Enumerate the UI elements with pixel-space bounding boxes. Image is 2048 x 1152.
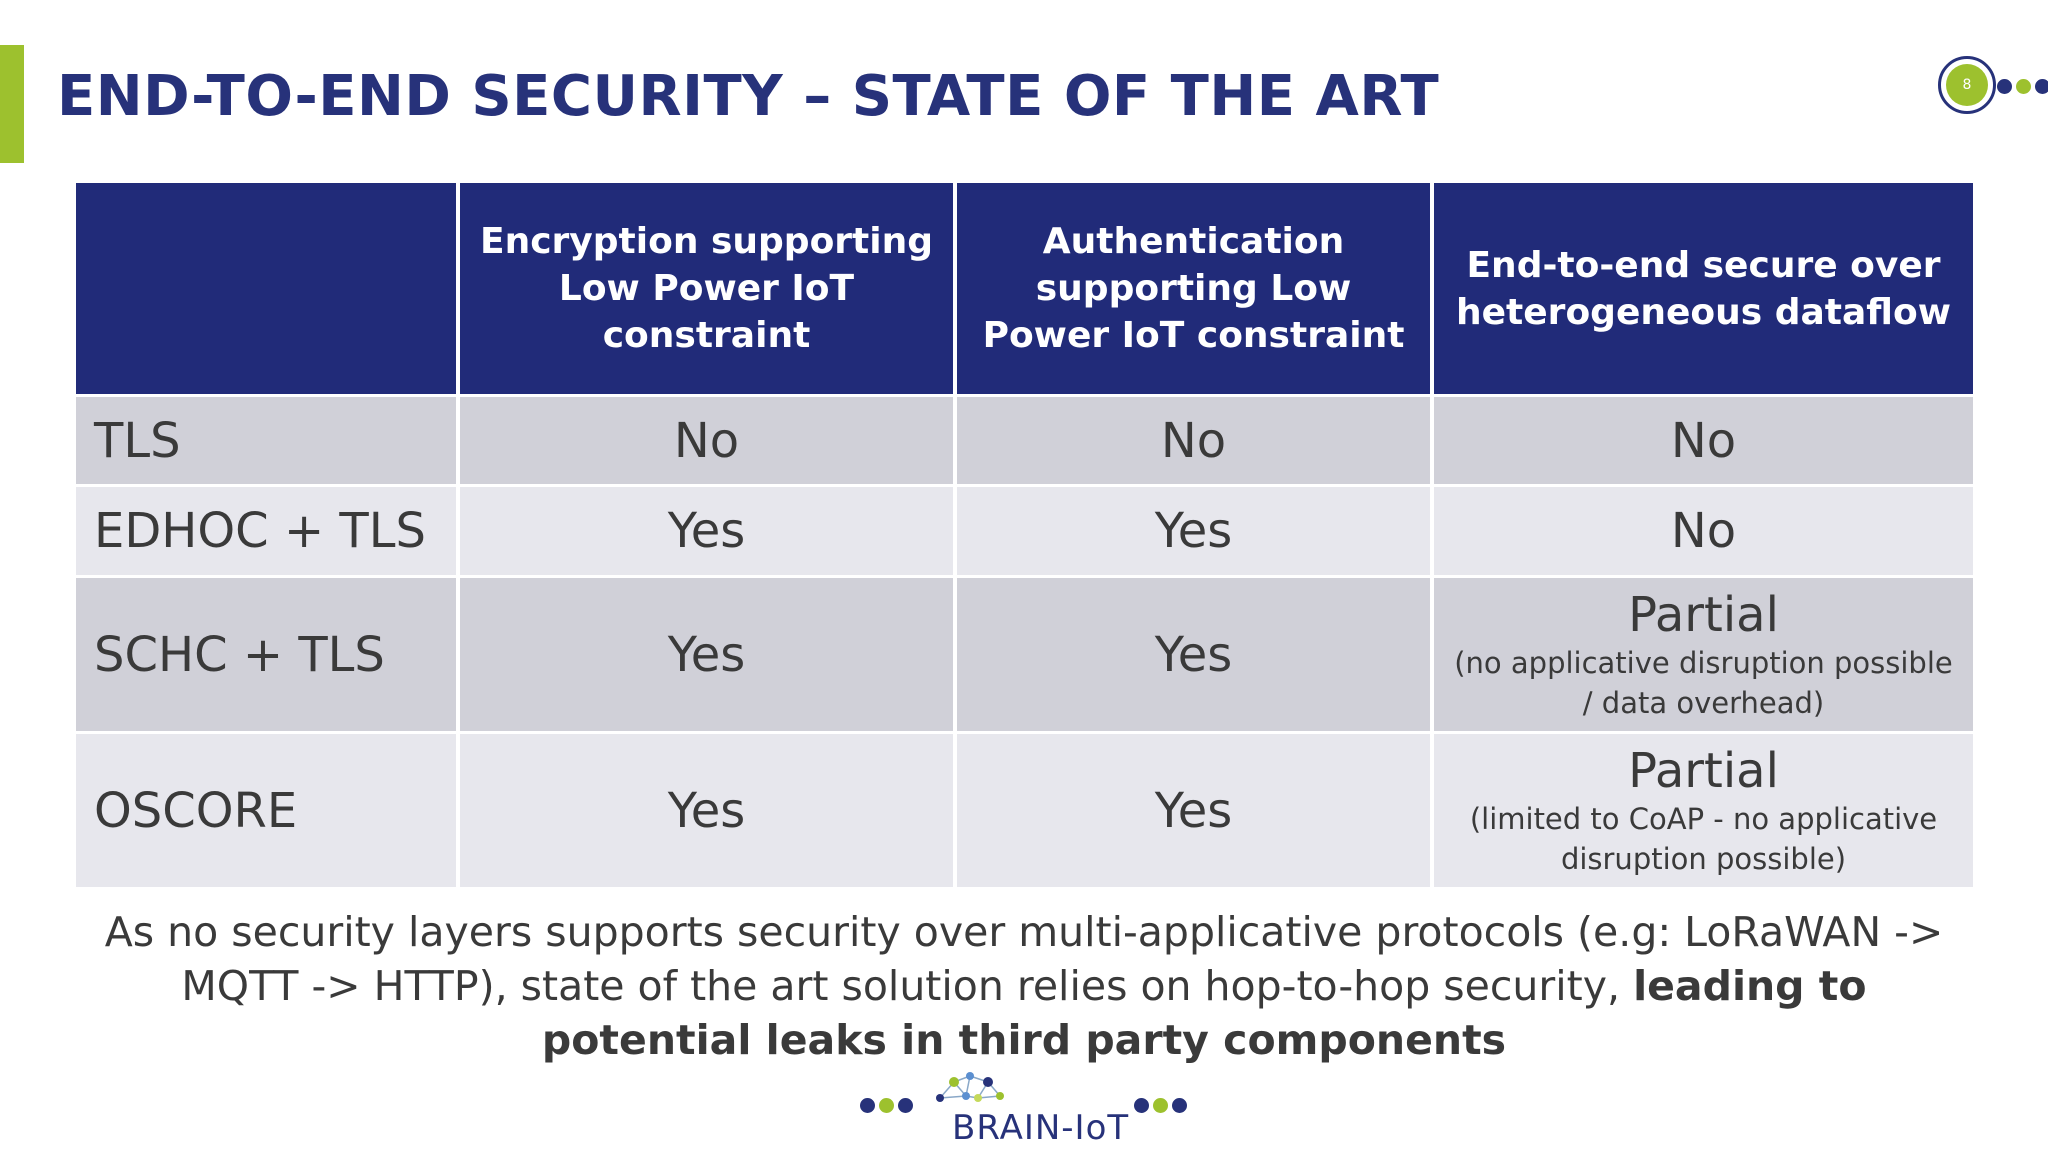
cell-e2e-note: (limited to CoAP - no applicative disruption possible) (1469, 801, 1938, 876)
table-row (76, 487, 1973, 575)
brand-footer (860, 1068, 1190, 1152)
brand-dot (860, 1098, 875, 1113)
table-row (76, 578, 1973, 731)
table-row (76, 397, 1973, 484)
brand-dot (1134, 1098, 1149, 1113)
cell-e2e (1434, 734, 1973, 887)
cell-encryption: Yes (460, 487, 953, 575)
cell-e2e: No (1434, 487, 1973, 575)
conclusion-plain: As no security layers supports security over multi-applicative protocols (e.g: LoRaWAN -> MQTT -> HTTP), state of the art solution relies on hop-to-hop security, (104, 908, 1944, 1010)
title-accent-bar (0, 45, 24, 163)
cell-authentication: Yes (957, 487, 1430, 575)
brand-dot (1153, 1098, 1168, 1113)
brand-name: BRAIN-IoT (952, 1108, 1130, 1148)
badge-dot-lime (2016, 79, 2031, 94)
cell-encryption: Yes (460, 578, 953, 731)
cell-e2e: No (1434, 397, 1973, 484)
cell-e2e-value: Partial (1628, 586, 1779, 643)
brand-dot (1172, 1098, 1187, 1113)
cell-authentication: Yes (957, 578, 1430, 731)
cell-encryption: Yes (460, 734, 953, 887)
conclusion-bold: leading to potential leaks in third party components (541, 962, 1867, 1064)
brand-dot (898, 1098, 913, 1113)
header-e2e: End-to-end secure over heterogeneous dataflow (1434, 183, 1973, 394)
cell-e2e-note: (no applicative disruption possible / data overhead) (1454, 645, 1953, 720)
network-brain-icon (930, 1068, 1008, 1112)
row-label: TLS (76, 397, 456, 484)
brand-dot (879, 1098, 894, 1113)
row-label: SCHC + TLS (76, 578, 456, 731)
cell-e2e-value: Partial (1628, 742, 1779, 799)
header-encryption: Encryption supporting Low Power IoT constraint (460, 183, 953, 394)
header-empty (76, 183, 456, 394)
cell-authentication: No (957, 397, 1430, 484)
page-number-badge (1938, 56, 2048, 120)
badge-dot-navy-2 (2035, 79, 2048, 94)
cell-encryption: No (460, 397, 953, 484)
cell-e2e (1434, 578, 1973, 731)
table-row (76, 734, 1973, 887)
slide-title: END-TO-END SECURITY – STATE OF THE ART (57, 64, 1440, 129)
row-label: OSCORE (76, 734, 456, 887)
row-label: EDHOC + TLS (76, 487, 456, 575)
comparison-table (72, 180, 1977, 890)
table-header-row (76, 183, 1973, 394)
header-authentication: Authentication supporting Low Power IoT constraint (957, 183, 1430, 394)
cell-authentication: Yes (957, 734, 1430, 887)
page-number: 8 (1946, 64, 1988, 106)
conclusion-text (100, 905, 1948, 1067)
badge-dot-navy (1997, 79, 2012, 94)
